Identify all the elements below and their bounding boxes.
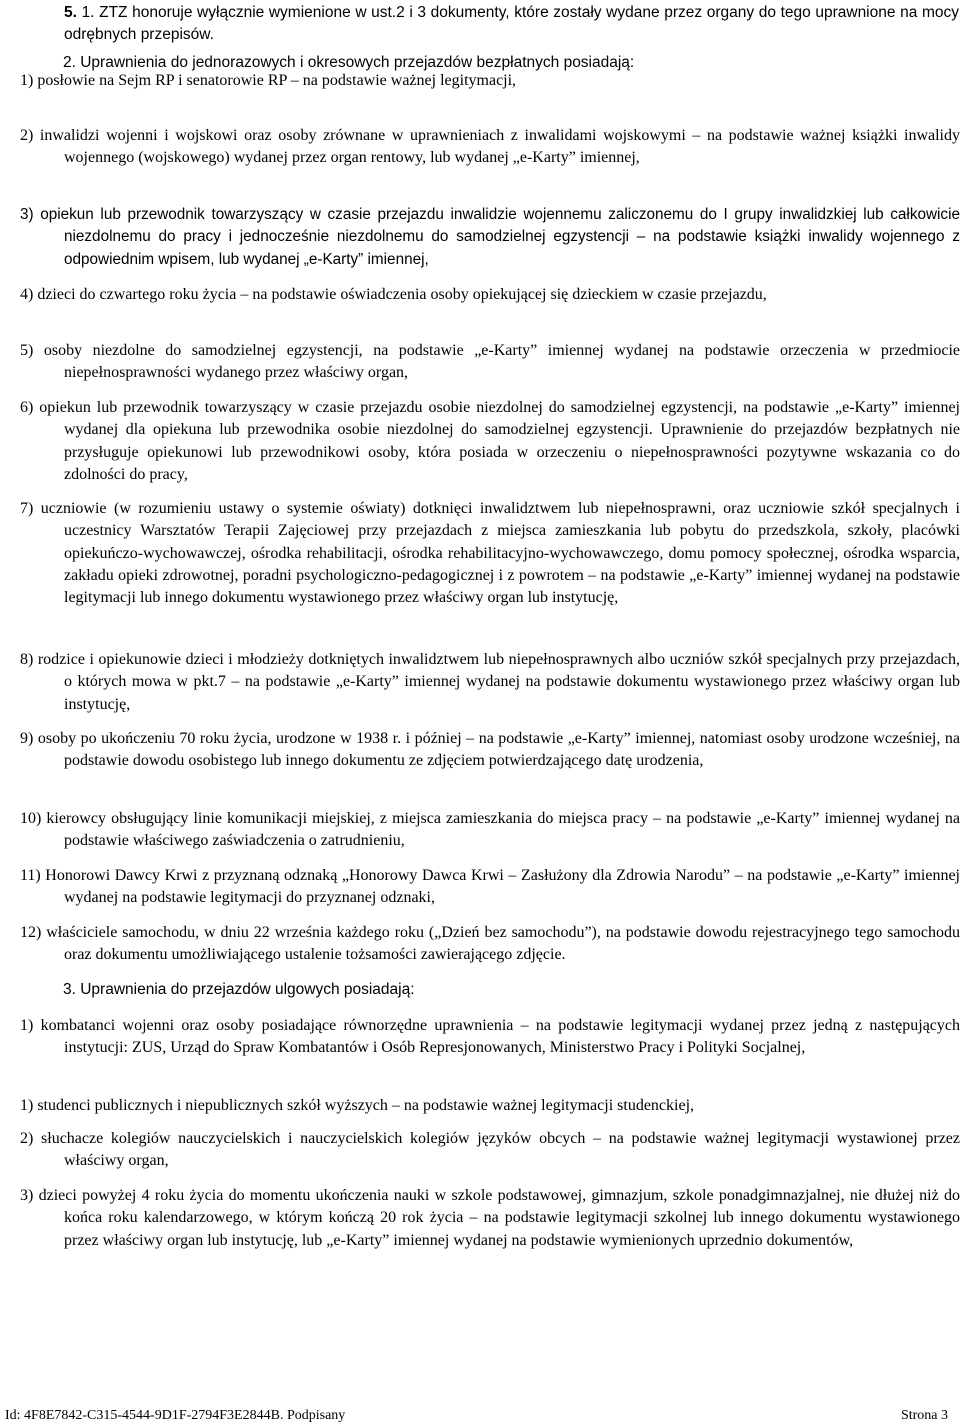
- document-id-footer: Id: 4F8E7842-C315-4544-9D1F-2794F3E2844B. Podpisany: [5, 1408, 346, 1423]
- list-item: 7) uczniowie (w rozumieniu ustawy o systemie oświaty) dotknięci inwalidztwem lub niepełnosprawni, oraz uczniowie szkół specjalnych i uczestnicy Warsztatów Terapii Zajęciowej przy przejazdach z miejsca zamieszkania lub pobytu do przedszkola, szkoły, placówki opiekuńczo-wychowawczej, ośrodka rehabilitacji, ośrodka rehabilitacyjno-wychowawczego, domu pomocy społecznej, ośrodka wsparcia, zakładu opieki zdrowotnej, poradni psychologiczno-pedagogicznej i z powrotem – na podstawie „e-Karty” imiennej wydanej na podstawie legitymacji lub innego dokumentu wystawionego przez właściwy organ lub instytucję,: [20, 500, 960, 607]
- list-item: 11) Honorowi Dawcy Krwi z przyznaną odznaką „Honorowy Dawca Krwi – Zasłużony dla Zdrowia Narodu” – na podstawie „e-Karty” imiennej wydanej na podstawie legitymacji do przyznanej odznaki,: [20, 867, 960, 907]
- section-2-heading: 2. Uprawnienia do jednorazowych i okresowych przejazdów bezpłatnych posiadają:: [63, 54, 635, 71]
- section-5-paragraph: [64, 2, 959, 46]
- page-number-footer: Strona 3: [900, 1408, 948, 1423]
- list-item: 6) opiekun lub przewodnik towarzyszący w czasie przejazdu osobie niezdolnej do samodzielnej egzystencji, na podstawie „e-Karty” imiennej wydanej dla opiekuna lub przewodnika osobie niezdolnej do samodzielnej egzystencji. Uprawnienie do przejazdów bezpłatnych nie przysługuje opiekunowi lub przewodnikowi osoby, która posiada w orzeczeniu o niepełnosprawności pozytywne wskazania co do zdolności do pracy,: [20, 399, 960, 483]
- list-item: 3) opiekun lub przewodnik towarzyszący w czasie przejazdu inwalidzie wojennemu zaliczonemu do I grupy inwalidzkiej lub całkowicie niezdolnemu do pracy i jednocześnie niezdolnemu do samodzielnej egzystencji – na podstawie książki inwalidy wojennego z odpowiednim wpisem, lub wydanej „e-Karty” imiennej,: [20, 206, 960, 268]
- list-item: 1) studenci publicznych i niepublicznych szkół wyższych – na podstawie ważnej legitymacji studenckiej,: [20, 1097, 695, 1114]
- list-item: 9) osoby po ukończeniu 70 roku życia, urodzone w 1938 r. i później – na podstawie „e-Karty” imiennej, natomiast osoby urodzone wcześniej, na podstawie dowodu osobistego lub innego dokumentu ze zdjęciem potwierdzającego datę urodzenia,: [20, 730, 960, 770]
- section-3-heading: 3. Uprawnienia do przejazdów ulgowych posiadają:: [63, 981, 415, 998]
- section-number: 5.: [64, 4, 77, 21]
- list-item: 8) rodzice i opiekunowie dzieci i młodzieży dotkniętych inwalidztwem lub niepełnosprawnych albo uczniów szkół specjalnych przy przejazdach, o których mowa w pkt.7 – na podstawie „e-Karty” imiennej wydanej na podstawie dokumentu wystawionego przez właściwy organ lub instytucję,: [20, 651, 960, 713]
- list-item: 1) kombatanci wojenni oraz osoby posiadające równorzędne uprawnienia – na podstawie legitymacji wydanej przez jedną z następujących instytucji: ZUS, Urząd do Spraw Kombatantów i Osób Represjonowanych, Ministerstwo Pracy i Polityki Socjalnej,: [20, 1017, 960, 1057]
- list-item: 5) osoby niezdolne do samodzielnej egzystencji, na podstawie „e-Karty” imiennej wydanej na podstawie orzeczenia w przedmiocie niepełnosprawności wydanego przez właściwy organ,: [20, 342, 960, 382]
- list-item: 12) właściciele samochodu, w dniu 22 września każdego roku („Dzień bez samochodu”), na podstawie dowodu rejestracyjnego tego samochodu oraz dokumentu umożliwiającego ustalenie tożsamości zawierającego zdjęcie.: [20, 924, 960, 964]
- section-5-text: 1. ZTZ honoruje wyłącznie wymienione w ust.2 i 3 dokumenty, które zostały wydane przez organy do tego uprawnione na mocy odrębnych przepisów.: [64, 4, 959, 43]
- list-item: 1) posłowie na Sejm RP i senatorowie RP – na podstawie ważnej legitymacji,: [20, 72, 517, 89]
- list-item: 3) dzieci powyżej 4 roku życia do momentu ukończenia nauki w szkole podstawowej, gimnazjum, szkole ponadgimnazjalnej, nie dłużej niż do końca roku kalendarzowego, w którym kończą 20 rok życia – na podstawie legitymacji szkolnej lub innego dokumentu wystawionego przez właściwy organ lub instytucję, lub „e-Karty” imiennej wydanej na podstawie wymienionych uprzednio dokumentów,: [20, 1187, 960, 1249]
- list-item: 4) dzieci do czwartego roku życia – na podstawie oświadczenia osoby opiekującej się dzieckiem w czasie przejazdu,: [20, 286, 767, 303]
- list-item: 2) słuchacze kolegiów nauczycielskich i nauczycielskich kolegiów języków obcych – na podstawie ważnej legitymacji wystawionej przez właściwy organ,: [20, 1130, 960, 1170]
- list-item: 2) inwalidzi wojenni i wojskowi oraz osoby zrównane w uprawnieniach z inwalidami wojskowymi – na podstawie ważnej książki inwalidy wojennego (wojskowego) wydanej przez organ rentowy, lub wydanej „e-Karty” imiennej,: [20, 127, 960, 167]
- list-item: 10) kierowcy obsługujący linie komunikacji miejskiej, z miejsca zamieszkania do miejsca pracy – na podstawie „e-Karty” imiennej wydanej na podstawie właściwego zaświadczenia o zatrudnieniu,: [20, 810, 960, 850]
